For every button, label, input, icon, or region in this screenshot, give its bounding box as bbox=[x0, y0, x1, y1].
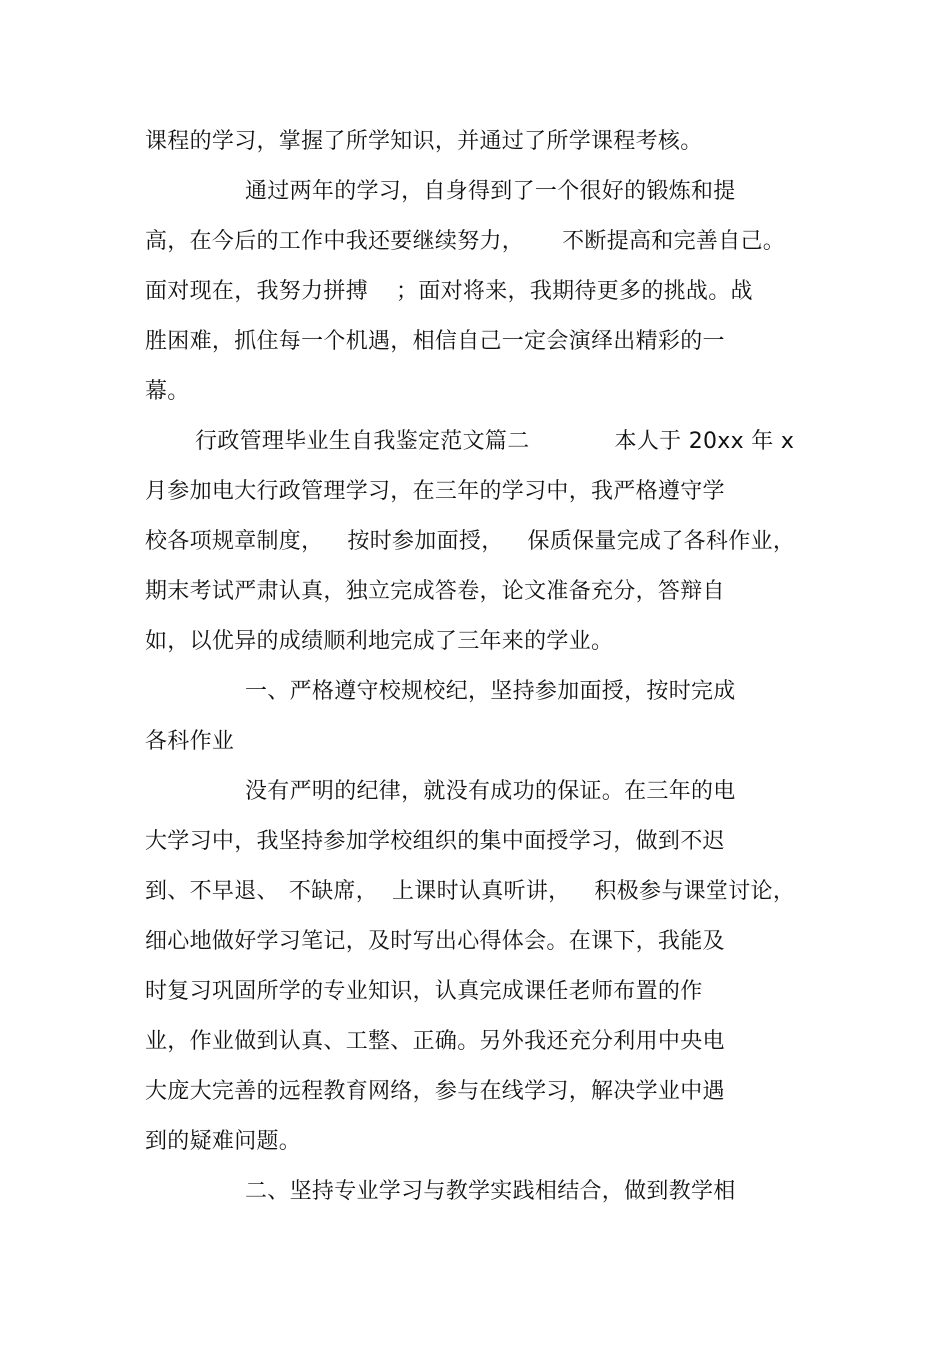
text-seg-4a: 面对现在，我努力拼搏 bbox=[145, 279, 369, 304]
section-title: 行政管理毕业生自我鉴定范文篇二 bbox=[195, 429, 530, 454]
text-line-17: 细心地做好学习笔记，及时写出心得体会。在课下，我能及 bbox=[145, 929, 725, 954]
text-line-18: 时复习巩固所学的专业知识，认真完成课任老师布置的作 bbox=[145, 979, 703, 1004]
text-line-8: 月参加电大行政管理学习，在三年的学习中，我严格遵守学 bbox=[145, 479, 725, 504]
text-seg-9c: 保质保量完成了各科作业， bbox=[527, 529, 796, 554]
text-seg-9b: 按时参加面授， bbox=[347, 529, 504, 554]
text-line-3 bbox=[145, 227, 785, 257]
text-line-5: 胜困难，抓住每一个机遇，相信自己一定会演绎出精彩的一 bbox=[145, 329, 725, 354]
text-seg-16c: 上课时认真听讲， bbox=[392, 879, 571, 904]
text-line-22: 二、坚持专业学习与教学实践相结合，做到教学相 bbox=[245, 1179, 736, 1204]
text-line-6: 幕。 bbox=[145, 379, 190, 404]
text-line-12: 一、严格遵守校规校纪，坚持参加面授，按时完成 bbox=[245, 679, 736, 704]
text-seg-3b: 不断提高和完善自己。 bbox=[562, 229, 786, 254]
text-line-7 bbox=[195, 427, 794, 457]
text-line-4 bbox=[145, 277, 753, 307]
text-seg-7b: 本人于 20xx 年 x bbox=[614, 429, 795, 454]
text-seg-4b: ；面对将来，我期待更多的挑战。战 bbox=[396, 279, 753, 304]
text-line-15: 大学习中，我坚持参加学校组织的集中面授学习，做到不迟 bbox=[145, 829, 725, 854]
text-line-11: 如，以优异的成绩顺利地完成了三年来的学业。 bbox=[145, 629, 614, 654]
text-seg-16d: 积极参与课堂讨论， bbox=[594, 879, 796, 904]
text-line-2: 通过两年的学习，自身得到了一个很好的锻炼和提 bbox=[245, 179, 736, 204]
text-line-1: 课程的学习，掌握了所学知识，并通过了所学课程考核。 bbox=[145, 129, 703, 154]
text-seg-16b: 不缺席， bbox=[288, 879, 379, 904]
text-line-16 bbox=[145, 877, 795, 907]
text-line-19: 业，作业做到认真、工整、正确。另外我还充分利用中央电 bbox=[145, 1029, 725, 1054]
text-line-10: 期末考试严肃认真，独立完成答卷，论文准备充分，答辩自 bbox=[145, 579, 725, 604]
text-seg-9a: 校各项规章制度， bbox=[145, 529, 324, 554]
text-seg-3a: 高，在今后的工作中我还要继续努力， bbox=[145, 229, 525, 254]
text-line-13: 各科作业 bbox=[145, 729, 235, 754]
text-line-9 bbox=[145, 527, 795, 557]
text-line-14: 没有严明的纪律，就没有成功的保证。在三年的电 bbox=[245, 779, 736, 804]
text-line-21: 到的疑难问题。 bbox=[145, 1129, 302, 1154]
text-line-20: 大庞大完善的远程教育网络，参与在线学习，解决学业中遇 bbox=[145, 1079, 725, 1104]
text-seg-16a: 到、不早退、 bbox=[145, 879, 279, 904]
